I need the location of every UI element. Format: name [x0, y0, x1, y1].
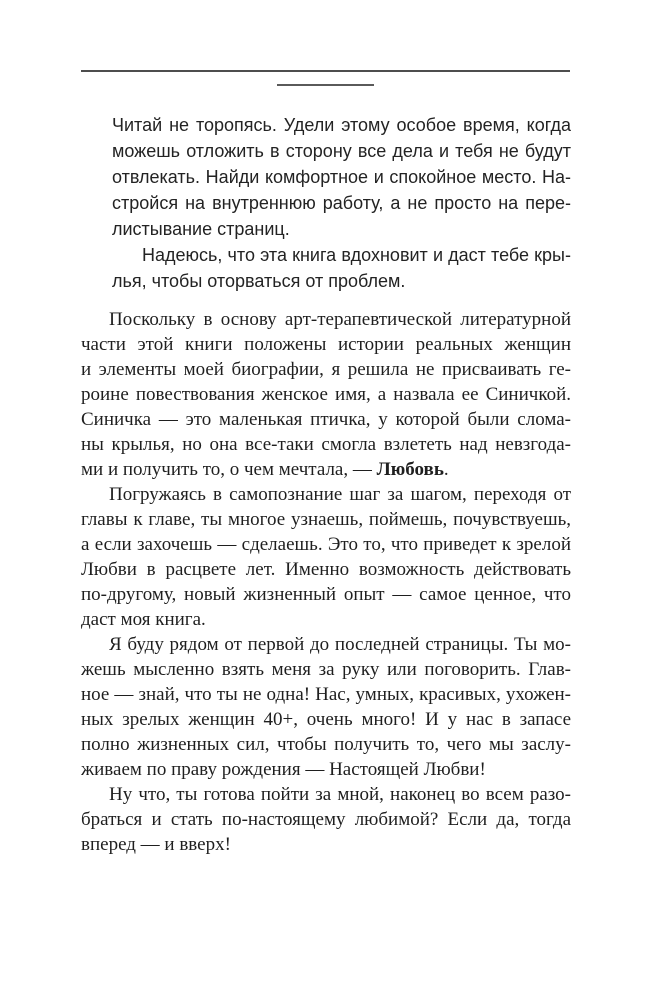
- text-line: по-другому, новый жизненный опыт — самое ценное, что: [81, 584, 571, 605]
- text-line: Погружаясь в самопознание шаг за шагом, переходя от: [109, 484, 571, 505]
- text-line: и элементы моей биографии, я решила не присваивать ге-: [81, 359, 571, 380]
- text-segment: .: [443, 459, 449, 480]
- text-line: даст моя книга.: [81, 609, 206, 630]
- text-line: отвлекать. Найди комфортное и спокойное место. На-: [112, 167, 571, 187]
- text-line: Любви в расцвете лет. Именно возможность действовать: [81, 559, 571, 580]
- text-line: Я буду рядом от первой до последней страницы. Ты мо-: [109, 634, 571, 655]
- text-line: главы к главе, ты многое узнаешь, поймешь, почувствуешь,: [81, 509, 571, 530]
- paragraph: [112, 242, 571, 294]
- chapter-separator-line: [81, 70, 570, 72]
- paragraph: [81, 307, 571, 482]
- text-line: [81, 457, 571, 482]
- text-line: Надеюсь, что эта книга вдохновит и даст тебе кры-: [142, 245, 571, 265]
- chapter-separator-short-line: [277, 84, 374, 86]
- text-line: части этой книги положены истории реальных женщин: [81, 334, 571, 355]
- paragraph: [81, 782, 571, 857]
- text-line: можешь отложить в сторону все дела и тебя не будут: [112, 141, 571, 161]
- text-line: Ну что, ты готова пойти за мной, наконец во всем разо-: [109, 784, 571, 805]
- text-line: листывание страниц.: [112, 219, 290, 239]
- text-line: жешь мысленно взять меня за руку или поговорить. Глав-: [81, 659, 571, 680]
- text-line: ное — знай, что ты не одна! Нас, умных, красивых, ухожен-: [81, 684, 571, 705]
- quote-block: [112, 112, 571, 294]
- text-line: Поскольку в основу арт-терапевтической литературной: [109, 309, 571, 330]
- text-line: полно жизненных сил, чтобы получить то, чего мы заслу-: [81, 734, 571, 755]
- paragraph: [81, 482, 571, 632]
- text-line: Синичка — это маленькая птичка, у которой были слома-: [81, 409, 571, 430]
- text-segment: ми и получить то, о чем мечтала, —: [81, 459, 377, 480]
- text-line: живаем по праву рождения — Настоящей Любви!: [81, 759, 486, 780]
- paragraph: [81, 632, 571, 782]
- paragraph: [112, 112, 571, 242]
- text-line: ных зрелых женщин 40+, очень много! И у нас в запасе: [81, 709, 571, 730]
- text-line: ны крылья, но она все-таки смогла взлететь над невзгода-: [81, 434, 571, 455]
- text-line: роине повествования женское имя, а назвала ее Синичкой.: [81, 384, 571, 405]
- text-line: Читай не торопясь. Удели этому особое время, когда: [112, 115, 571, 135]
- body-text: [81, 307, 571, 857]
- text-line: браться и стать по-настоящему любимой? Если да, тогда: [81, 809, 571, 830]
- bold-word: Любовь: [376, 459, 444, 480]
- text-line: лья, чтобы оторваться от проблем.: [112, 271, 406, 291]
- text-line: вперед — и вверх!: [81, 834, 231, 855]
- text-line: стройся на внутреннюю работу, а не просто на пере-: [112, 193, 571, 213]
- text-line: а если захочешь — сделаешь. Это то, что приведет к зрелой: [81, 534, 571, 555]
